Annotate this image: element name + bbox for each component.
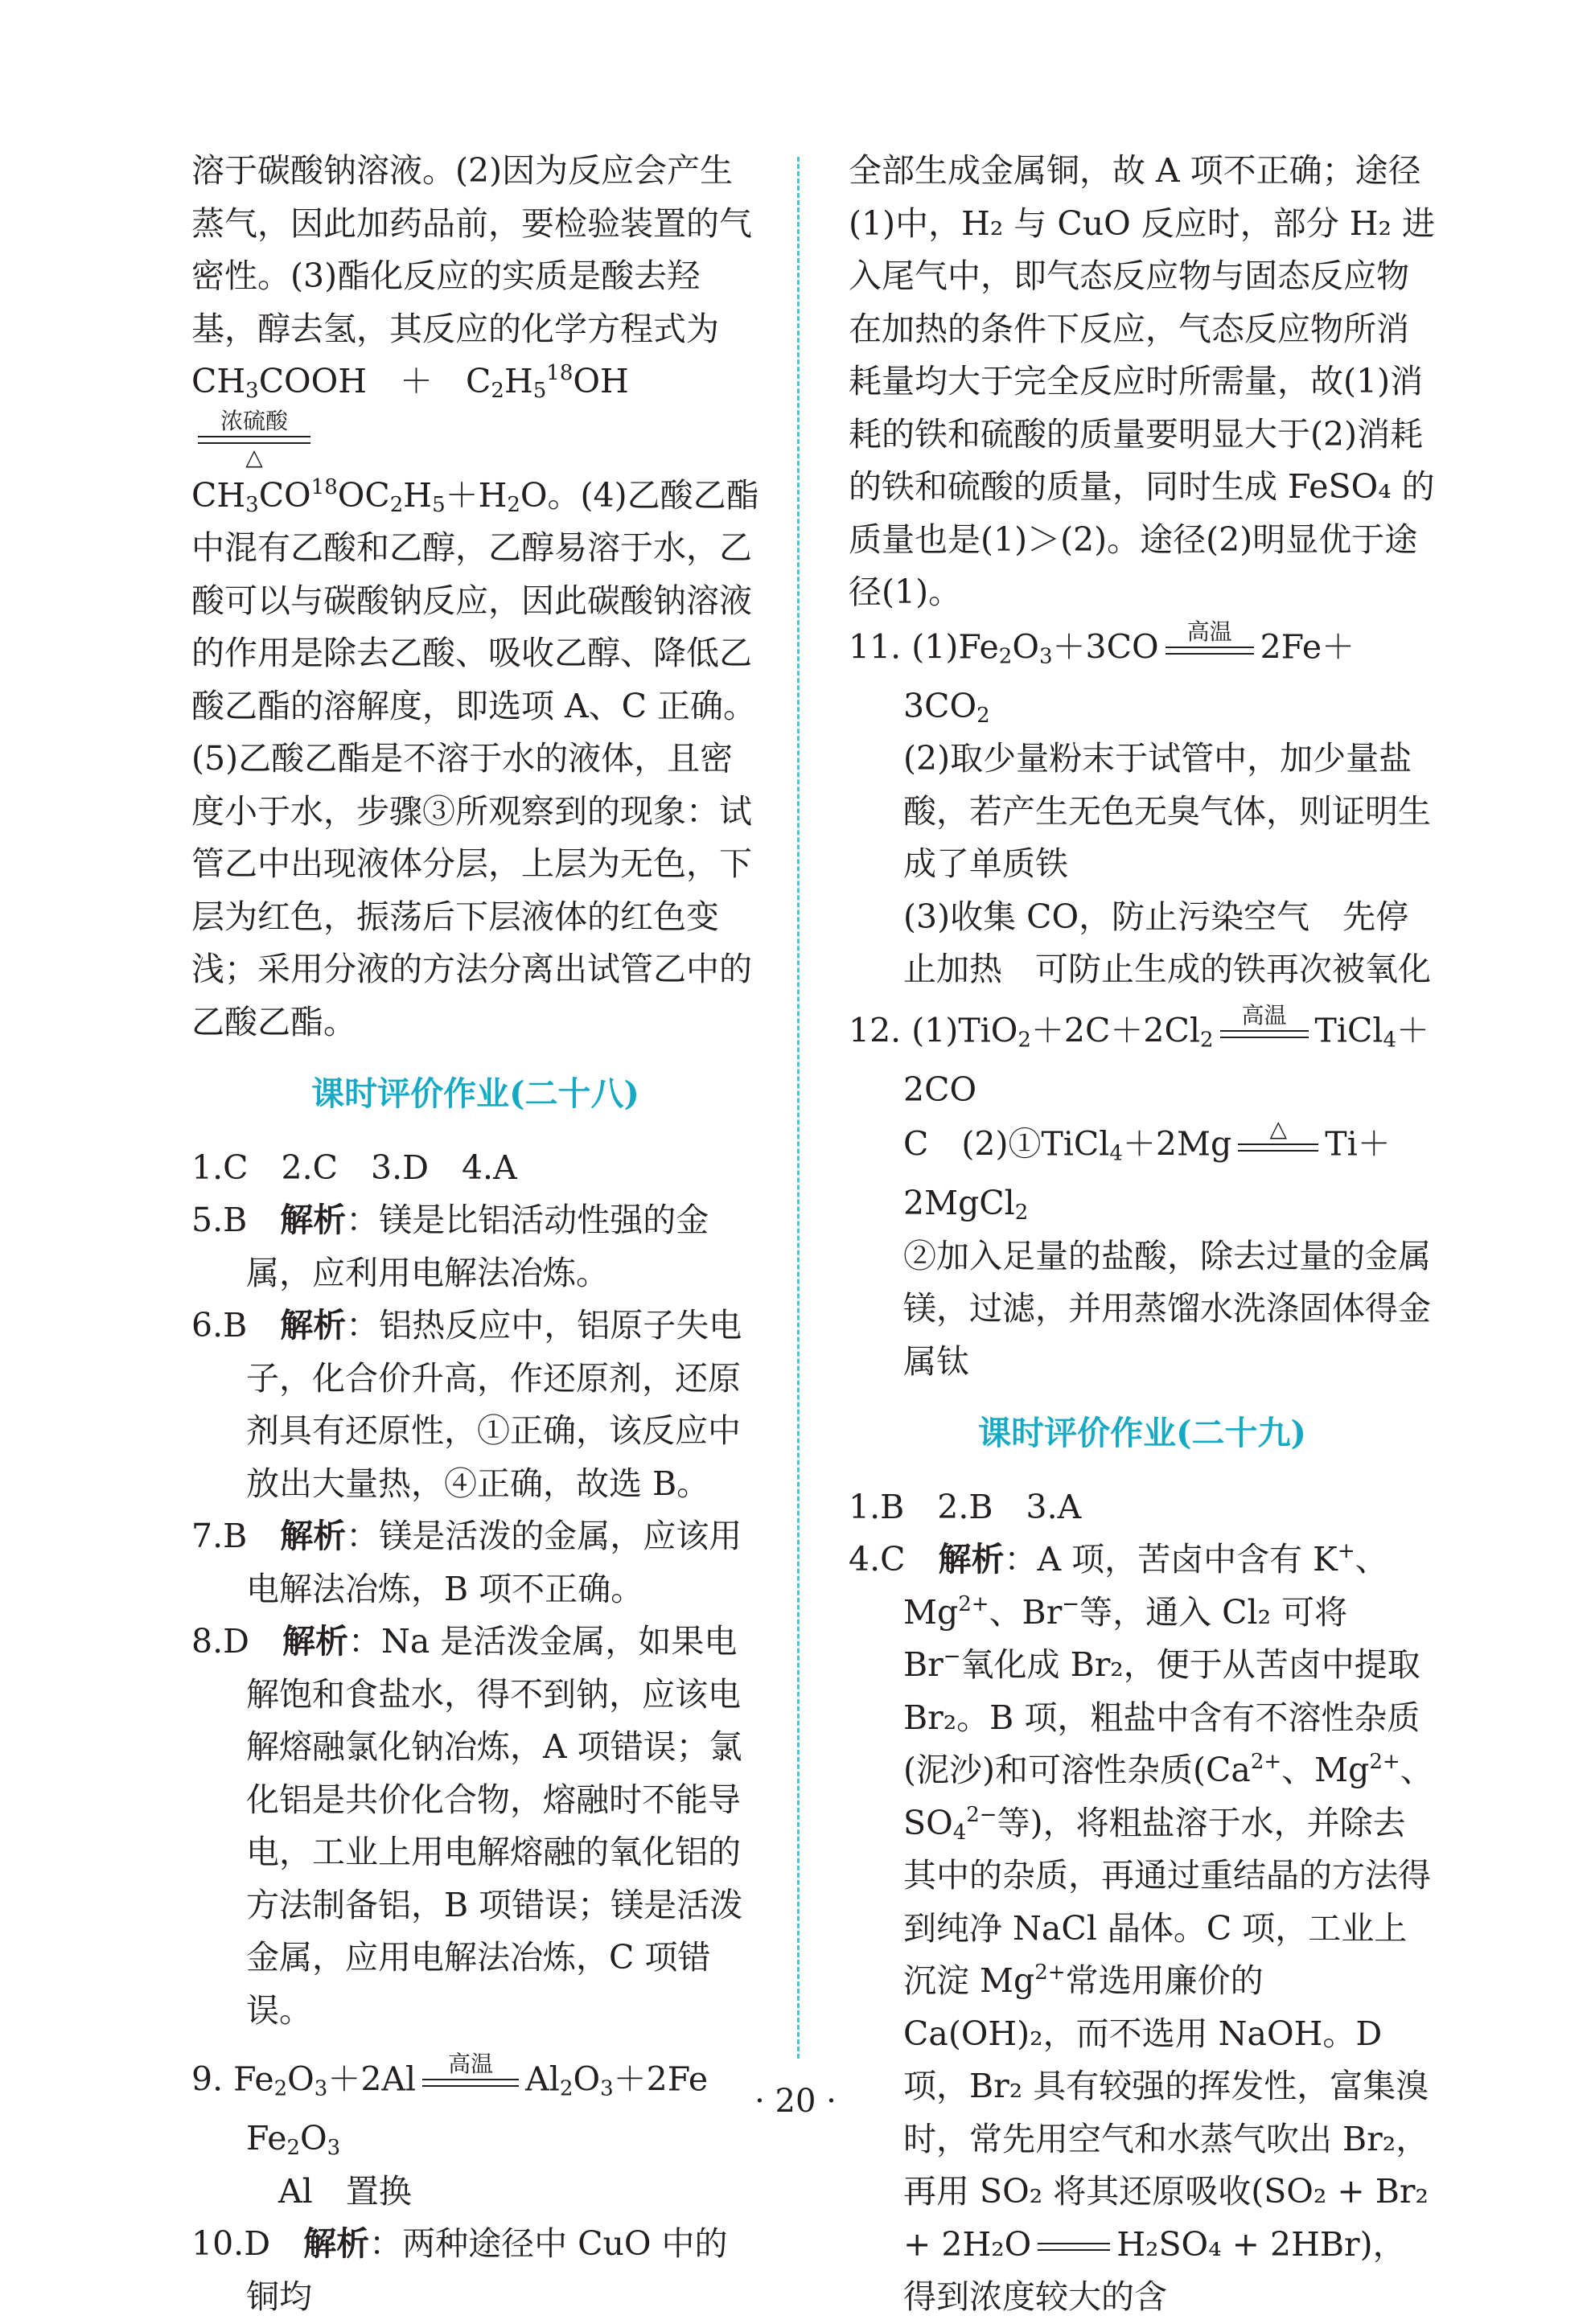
answer-11: 11. $(1)Fe_2O_3+3CO$ 高温 $2Fe+3CO_2$ (849, 618, 1355, 728)
condition-top: 高温 (1241, 1001, 1287, 1029)
answer-number: 6.B (191, 1306, 248, 1345)
right-column (849, 145, 1436, 2324)
text: 。(4)乙酸乙酯中混有乙酸和乙醇，乙醇易溶于水，乙酸可以与碳酸钠反应，因此碳酸钠溶液的作用是除去乙酸、吸收乙醇、降低乙酸乙酯的溶解度，即选项 A、C 正确。(5)乙酸乙酯是不溶于水的液体，且密度小于水，步骤③所观察到的现象：试管乙中出现液体分层，上层为无色，下层为红色，振荡后下层液体的红色变浅；采用分液的方法分离出试管乙中的乙酸乙酯。 (191, 475, 759, 1041)
left-column (191, 145, 759, 2323)
analysis-label: 解析 (280, 1517, 347, 1555)
answer-11-part2: (2)取少量粉末于试管中，加少量盐酸，若产生无色无臭气体，则证明生成了单质铁 (903, 739, 1431, 883)
text: ：A 项，苦卤中含有 K (1004, 1540, 1338, 1579)
answer-text: ：Na 是活泼金属，如果电解饱和食盐水，得不到钠，应该电解熔融氯化钠冶炼，A 项错误；氯化铝是共价化合物，熔融时不能导电，工业上用电解熔融的氧化铝的方法制备铝，B 项错误；镁是活泼金属，应用电解法冶炼，C 项错误。 (246, 1622, 743, 2030)
text: 等)，将粗盐溶于水，并除去其中的杂质，再通过重结晶的方法得到纯净 NaCl 晶体。C 项，工业上沉淀 Mg (903, 1803, 1431, 2000)
answer-text: ：镁是活泼的金属，应该用电解法冶炼，B 项不正确。 (246, 1517, 742, 1608)
analysis-label: 解析 (280, 1201, 347, 1239)
answer-number: 8.D (191, 1622, 249, 1661)
answer-number: 4.C (849, 1540, 906, 1579)
answer-number: 10.D (191, 2224, 271, 2263)
answer-12-part3: ②加入足量的盐酸，除去过量的金属镁，过滤，并用蒸馏水洗涤固体得金属钛 (903, 1236, 1431, 1381)
analysis-label: 解析 (280, 1306, 347, 1345)
reversible-arrow (198, 409, 310, 470)
equation-esterification: $CH_3COOH$ ＋ $C_2H_5^{18}OH$ 浓硫酸 △ $CH_3CO^{18}OC_2H_5+H_2O$ (191, 361, 629, 517)
answer-10 (191, 2218, 759, 2323)
condition-top: 浓硫酸 (220, 407, 288, 434)
answer-8 (191, 1616, 759, 2037)
answer-10-continued: 全部生成金属铜，故 A 项不正确；途径(1)中，H₂ 与 CuO 反应时，部分 H₂ 进入尾气中，即气态反应物与固态反应物在加热的条件下反应，气态反应物所消耗量均大于完全反应时所需量，故(1)消耗的铁和硫酸的质量要明显大于(2)消耗的铁和硫酸的质量，同时生成 FeSO₄ 的质量也是(1)＞(2)。途径(2)明显优于途径(1)。 (849, 151, 1436, 611)
text: 、Mg (1281, 1751, 1370, 1789)
answers-1-3: 1.B 2.B 3.A (849, 1487, 1082, 1526)
condition-top: △ (1269, 1115, 1288, 1142)
answer-text: ：铝热反应中，铝原子失电子，化合价升高，作还原剂，还原剂具有还原性，①正确，该反应中放出大量热，④正确，故选 B。 (246, 1306, 742, 1503)
answer-7 (191, 1510, 759, 1616)
condition-top: 高温 (448, 2051, 494, 2077)
text: 、Mg (903, 1540, 1388, 1632)
text: 溶于碳酸钠溶液。(2)因为反应会产生蒸气，因此加药品前，要检验装置的气密性。(3)酯化反应的实质是酸去羟基，醇去氢，其反应的化学方程式为 (191, 151, 752, 348)
answer-9: 9. $Fe_2O_3+2Al$ 高温 $Al_2O_3+2Fe$ $Fe_2O_3$ Al 置换 (191, 2051, 742, 2211)
answer-12: 12. $(1)TiO_2+2C+2Cl_2$ 高温 TiCl$_4$＋2CO (849, 1001, 1430, 1109)
page-number: · 20 · (754, 2083, 837, 2120)
equals-arrow (1220, 1003, 1309, 1064)
answers-1-4: 1.C 2.C 3.D 4.A (191, 1148, 517, 1187)
answer-number: 5.B (191, 1201, 248, 1239)
answer-4: 4.C 解析：A 项，苦卤中含有 K+、$Mg^{2+}$、Br−等，通入 Cl₂ 可将 Br−氧化成 Br₂，便于从苦卤中提取 Br₂。B 项，粗盐中含有不溶性杂质(泥沙)和可溶性杂质($Ca^{2+}$、$Mg^{2+}$、$SO_4^{2-}$等)，将粗盐溶于水，并除去其中的杂质，再通过重结晶的方法得到纯净 NaCl 晶体。C 项，工业上沉淀 $Mg^{2+}$常选用廉价的 Ca(OH)₂，而不选用 NaOH。D 项，Br₂ 具有较强的挥发性，富集溴时，常先用空气和水蒸气吹出 Br₂，再用 SO₂ 将其还原吸收(SO₂ + Br₂ + 2H₂O H₂SO₄ + 2HBr)，得到浓度较大的含 (849, 1539, 1433, 2316)
equals-arrow (1238, 1116, 1318, 1177)
answer-number: 7.B (191, 1517, 248, 1555)
answer-5 (191, 1194, 759, 1300)
equals-arrow (1166, 619, 1254, 680)
column-divider (797, 157, 800, 2059)
analysis-label: 解析 (303, 2224, 370, 2263)
text: 常选用廉价的 Ca(OH)₂，而不选用 NaOH。D 项，Br₂ 具有较强的挥发性，富集溴时，常先用空气和水蒸气吹出 Br₂，再用 SO₂ 将其还原吸收(SO₂ + Br₂ + 2H₂O (903, 1961, 1429, 2264)
condition-bottom: △ (245, 443, 263, 470)
answer-11-part3: (3)收集 CO，防止污染空气 先停止加热 可防止生成的铁再次被氧化 (903, 897, 1431, 988)
paragraph-ester (191, 145, 759, 1049)
text: 、SO (903, 1751, 1433, 1842)
answer-6 (191, 1300, 759, 1510)
answer-text: Al 置换 (278, 2171, 412, 2211)
analysis-label: 解析 (938, 1540, 1005, 1579)
section-heading-28: 课时评价作业(二十八) (311, 1074, 639, 1113)
text: 等，通入 Cl₂ 可将 Br (903, 1592, 1348, 1684)
text: H₂SO₄ + 2HBr)，得到浓度较大的含 (903, 2224, 1406, 2316)
answer-text: ：两种途径中 CuO 中的铜均 (246, 2224, 728, 2316)
answer-12-part2: C (2)①TiCl$_4$＋2Mg △ Ti＋2MgCl$_2$ (903, 1115, 1391, 1225)
equals-sign (1038, 2241, 1110, 2252)
analysis-label: 解析 (282, 1622, 348, 1661)
section-heading-29: 课时评价作业(二十九) (978, 1414, 1306, 1452)
answer-text: ：镁是比铝活动性强的金属，应利用电解法冶炼。 (246, 1201, 709, 1292)
condition-top: 高温 (1186, 618, 1232, 645)
text: 氧化成 Br₂，便于从苦卤中提取 Br₂。B 项，粗盐中含有不溶性杂质(泥沙)和可溶性杂质(Ca (903, 1645, 1420, 1789)
text: 、Br (989, 1592, 1063, 1632)
